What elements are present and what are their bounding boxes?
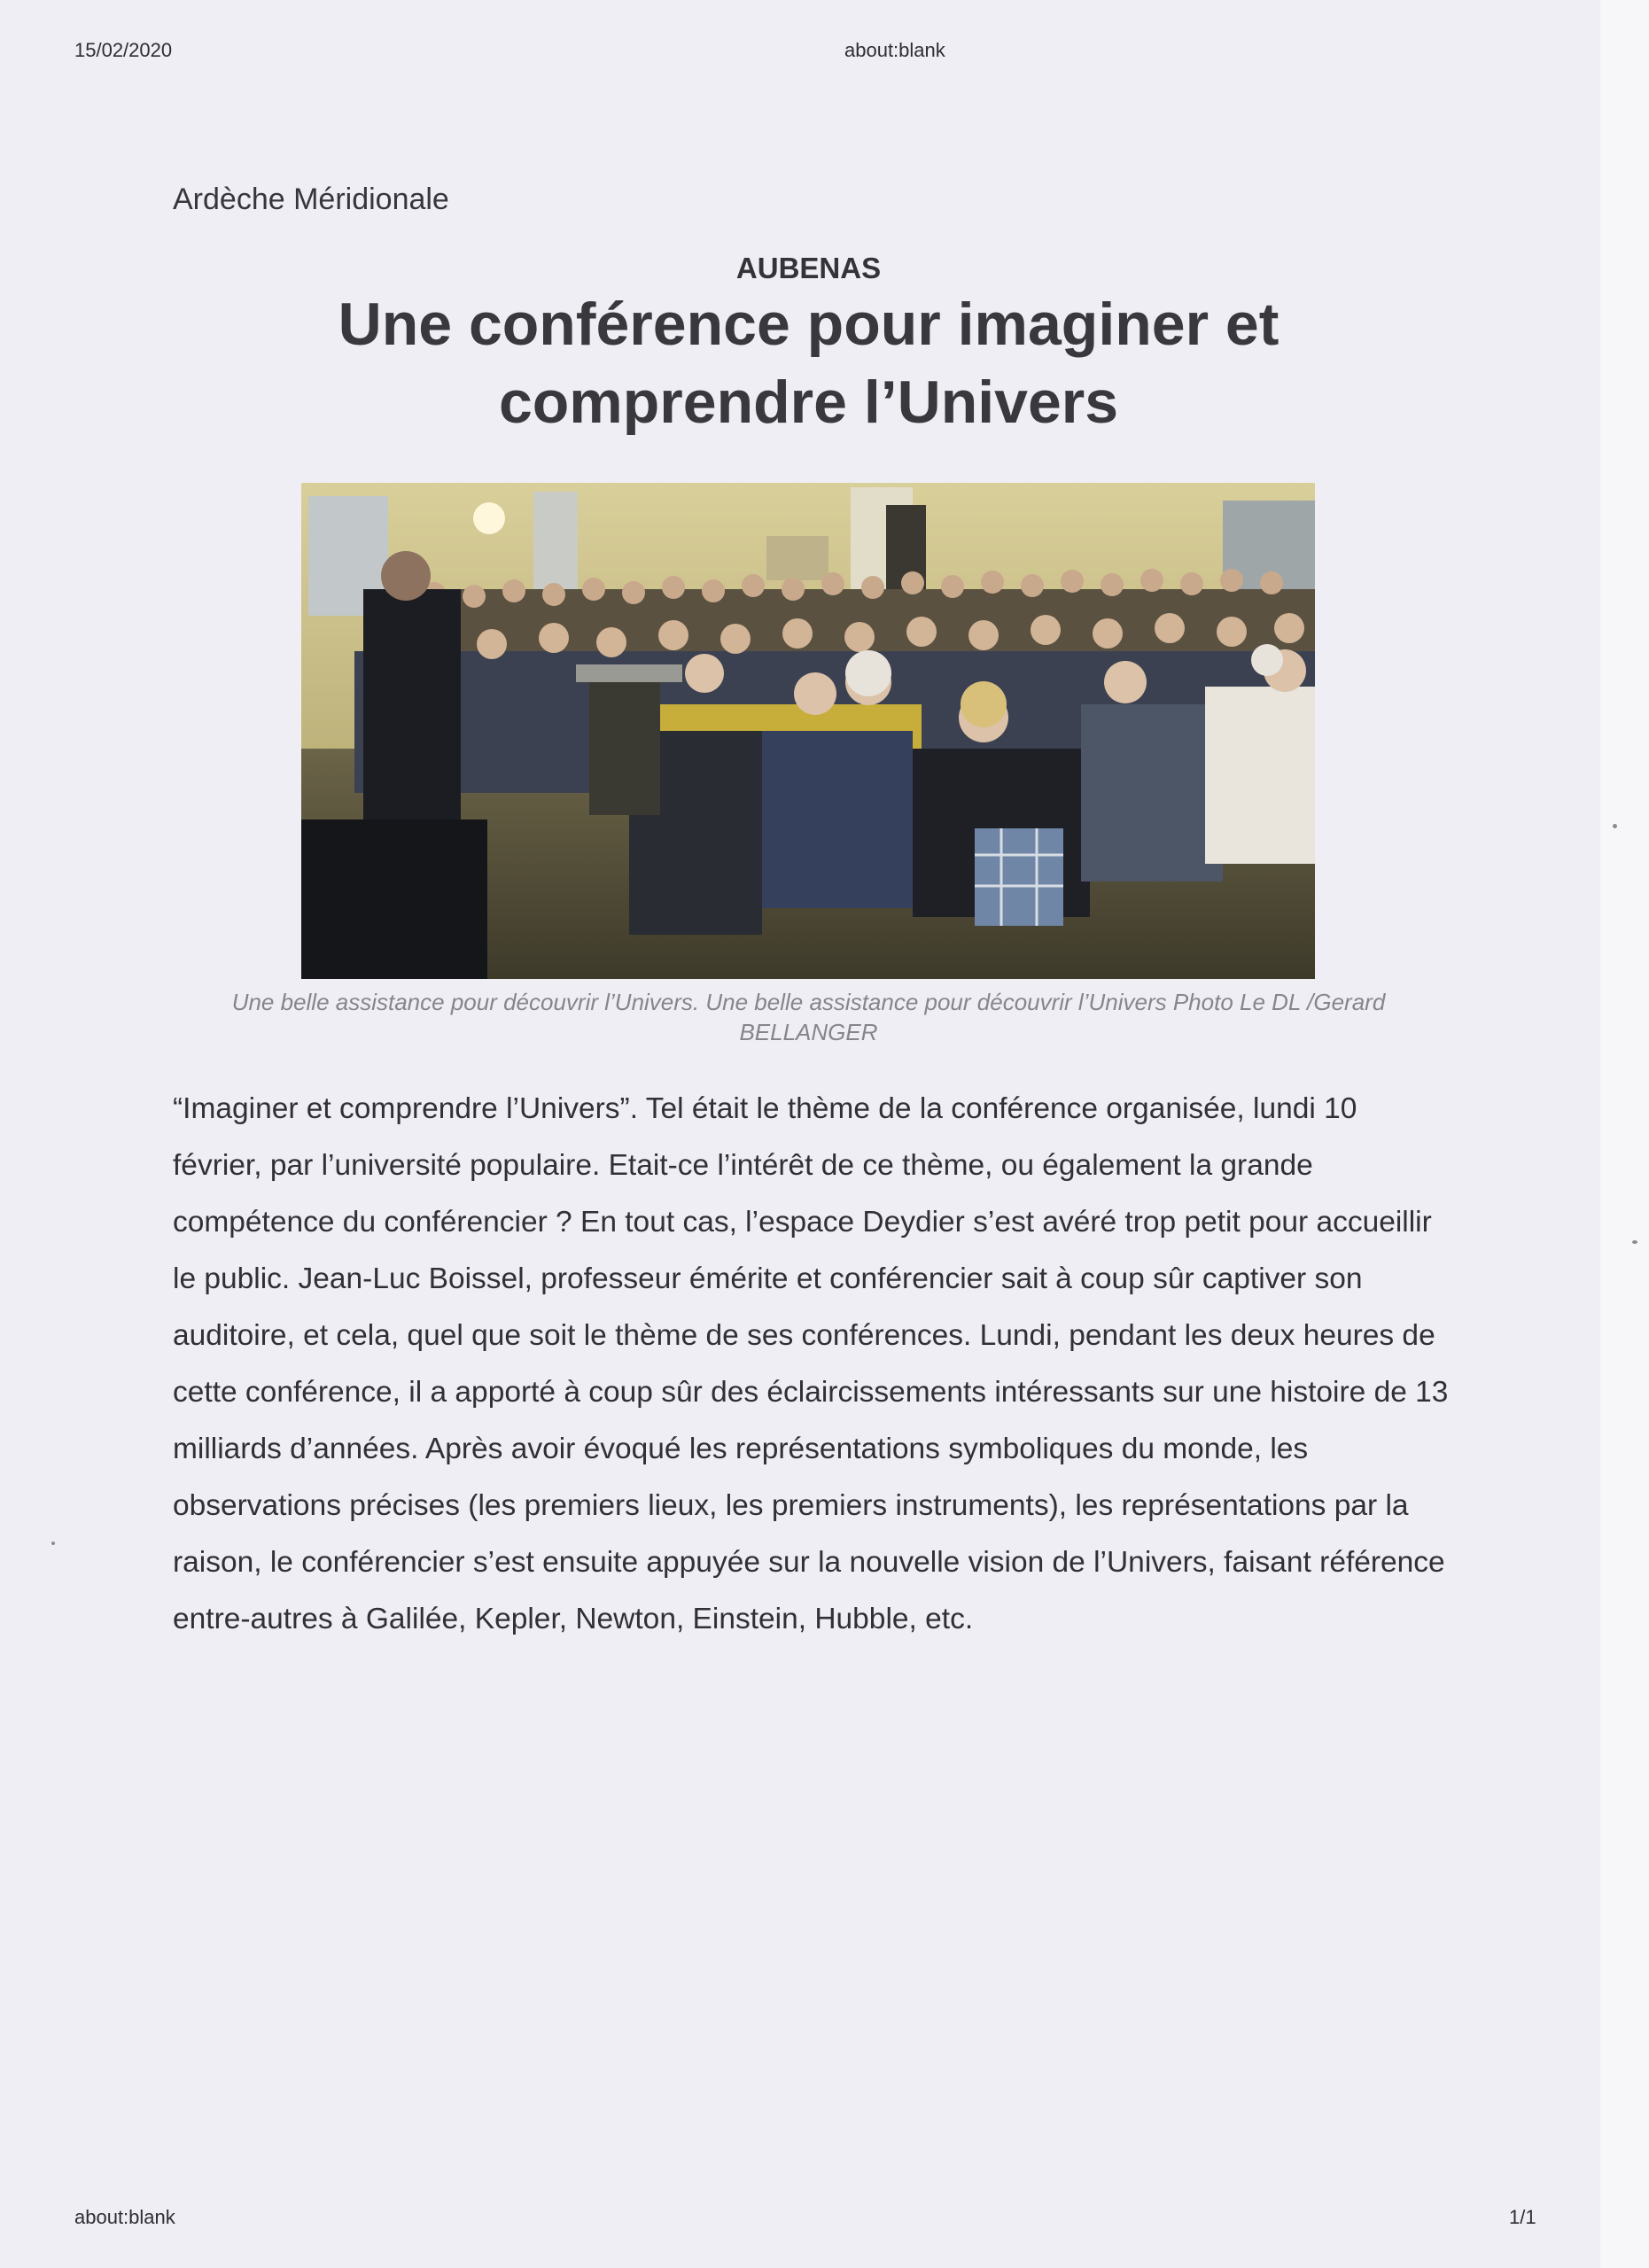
scan-margin — [1600, 0, 1649, 2268]
scan-speck — [1632, 1240, 1637, 1244]
print-url-header: about:blank — [844, 39, 945, 61]
article-body: “Imaginer et comprendre l’Univers”. Tel était le thème de la conférence organisée, lundi 10 février, par l’université populaire. Etait-ce l’intérêt de ce thème, ou également la grande compétence du conférencier ? En tout cas, l’espace Deydier s’est avéré trop petit pour accueillir le public. Jean-Luc Boissel, professeur émérite et conférencier sait à coup sûr captiver son auditoire, et cela, quel que soit le thème de ses conférences. Lundi, pendant les deux heures de cette conférence, il a apporté à coup sûr des éclaircissements intéressants sur une histoire de 13 milliards d’années. Après avoir évoqué les représentations symboliques du monde, les observations précises (les premiers lieux, les premiers instruments), les représentations par la raison, le conférencier s’est ensuite appuyée sur la nouvelle vision de l’Univers, faisant référence entre-autres à Galilée, Kepler, Newton, Einstein, Hubble, etc. — [173, 1092, 1449, 1635]
article-kicker: AUBENAS — [735, 252, 882, 284]
article-headline: Une conférence pour imaginer et comprendre l’Univers — [338, 291, 1280, 436]
print-page-number: 1/1 — [1509, 2206, 1536, 2228]
section-label: Ardèche Méridionale — [173, 183, 449, 216]
audience-photo — [301, 483, 1315, 979]
scan-speck — [51, 1542, 55, 1545]
audience-photo-illustration — [301, 483, 1315, 979]
scan-speck — [1613, 824, 1617, 828]
print-url-footer: about:blank — [74, 2206, 175, 2228]
photo-caption: Une belle assistance pour découvrir l’Univers. Une belle assistance pour découvrir l’Univers Photo Le DL /Gerard BELLANGER — [231, 989, 1386, 1045]
print-date: 15/02/2020 — [74, 39, 173, 61]
